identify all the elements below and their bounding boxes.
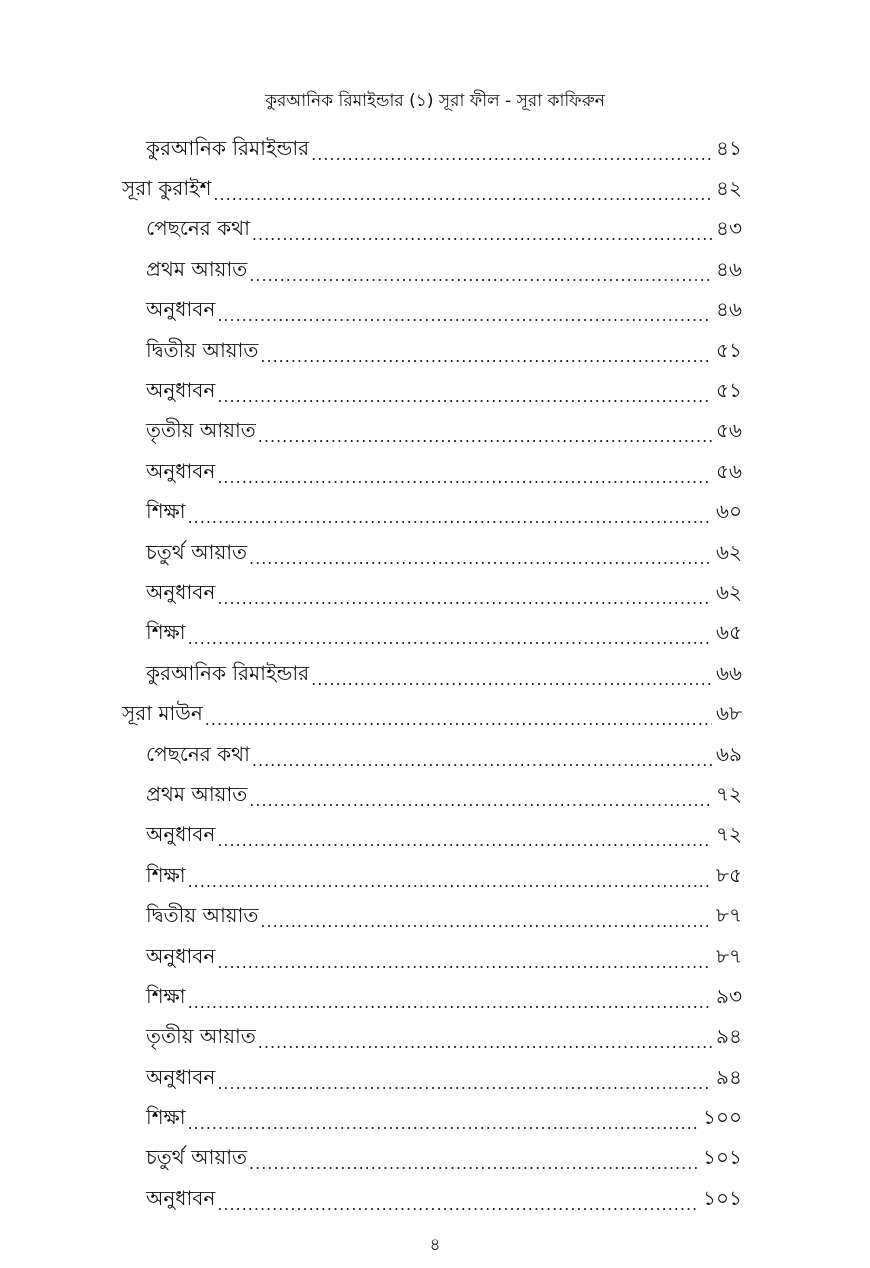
dot-leader [258, 1033, 712, 1052]
toc-entry-page: ৪৬ [716, 256, 742, 281]
dot-leader [217, 306, 712, 325]
toc-entry-title: প্রথম আয়াত [146, 781, 248, 806]
toc-entry-title: দ্বিতীয় আয়াত [146, 903, 259, 928]
toc-entry-title: অনুধাবন [146, 822, 216, 847]
toc-chapter-entry[interactable] [122, 695, 742, 735]
toc-entry-page: ৯৩ [716, 983, 742, 1008]
toc-section-entry[interactable] [146, 1099, 742, 1139]
dot-leader [249, 266, 712, 285]
toc-entry-page: ৫৬ [716, 458, 742, 483]
toc-entry-title: চতুর্থ আয়াত [146, 1145, 248, 1170]
toc-section-entry[interactable] [146, 292, 742, 332]
dot-leader [252, 751, 712, 770]
toc-entry-page: ৬৬ [715, 660, 742, 685]
toc-entry-title: অনুধাবন [146, 1185, 216, 1210]
toc-entry-page: ৭২ [715, 822, 742, 847]
toc-entry-title: শিক্ষা [146, 1105, 186, 1130]
toc-entry-page: ৮৭ [716, 903, 742, 928]
toc-section-entry[interactable] [146, 857, 742, 897]
toc-section-entry[interactable] [146, 534, 742, 574]
dot-leader [188, 1114, 699, 1133]
toc-entry-title: প্রথম আয়াত [146, 256, 248, 281]
toc-entry-title: পেছনের কথা [146, 741, 250, 766]
toc-entry-page: ৪১ [716, 135, 742, 160]
toc-entry-title: শিক্ষা [146, 983, 186, 1008]
toc-entry-page: ৪৩ [716, 216, 742, 241]
toc-entry-page: ৫১ [716, 337, 742, 362]
toc-entry-title: সূরা কুরাইশ [122, 176, 212, 201]
page-number: ৪ [429, 1235, 441, 1255]
toc-entry-page: ৮৭ [716, 943, 742, 968]
dot-leader [217, 953, 712, 972]
toc-section-entry[interactable] [146, 251, 742, 291]
toc-section-entry[interactable] [146, 574, 742, 614]
dot-leader [249, 791, 712, 810]
dot-leader [205, 710, 712, 729]
dot-leader [311, 670, 712, 689]
toc-chapter-entry[interactable] [122, 170, 742, 210]
toc-entry-title: দ্বিতীয় আয়াত [146, 337, 259, 362]
toc-entry-page: ৬৮ [716, 701, 742, 726]
dot-leader [188, 508, 712, 527]
toc-entry-page: ৬২ [715, 579, 742, 604]
toc-entry-title: কুরআনিক রিমাইন্ডার [146, 660, 310, 685]
toc-section-entry[interactable] [146, 453, 742, 493]
dot-leader [252, 225, 712, 244]
toc-entry-title: সূরা মাউন [122, 701, 203, 726]
toc-section-entry[interactable] [146, 211, 742, 251]
toc-section-entry[interactable] [146, 736, 742, 776]
dot-leader [188, 629, 712, 648]
dot-leader [249, 1154, 699, 1173]
toc-section-entry[interactable] [146, 817, 742, 857]
toc-entry-title: পেছনের কথা [146, 216, 250, 241]
toc-section-entry[interactable] [146, 494, 742, 534]
toc-entry-page: ৯৪ [716, 1024, 742, 1049]
toc-entry-title: অনুধাবন [146, 297, 216, 322]
toc-entry-title: চতুর্থ আয়াত [146, 539, 248, 564]
toc-section-entry[interactable] [146, 1059, 742, 1099]
toc-section-entry[interactable] [146, 655, 742, 695]
dot-leader [311, 145, 712, 164]
toc-entry-page: ১০১ [703, 1145, 742, 1170]
dot-leader [260, 912, 712, 931]
dot-leader [217, 468, 712, 487]
running-header: কুরআনিক রিমাইন্ডার (১) সূরা ফীল - সূরা কাফিরুন [265, 91, 605, 111]
dot-leader [217, 1195, 699, 1214]
toc-section-entry[interactable] [146, 897, 742, 937]
toc-entry-page: ৫১ [716, 378, 742, 403]
toc-entry-page: ৬২ [715, 539, 742, 564]
toc-section-entry[interactable] [146, 372, 742, 412]
toc-entry-title: অনুধাবন [146, 1064, 216, 1089]
dot-leader [213, 185, 712, 204]
toc-entry-page: ১০১ [703, 1185, 742, 1210]
toc-entry-title: তৃতীয় আয়াত [146, 1024, 256, 1049]
toc-entry-page: ৪২ [716, 176, 742, 201]
dot-leader [249, 549, 712, 568]
dot-leader [260, 347, 712, 366]
dot-leader [217, 1074, 712, 1093]
toc-section-entry[interactable] [146, 413, 742, 453]
dot-leader [188, 993, 712, 1012]
toc-entry-title: অনুধাবন [146, 943, 216, 968]
dot-leader [217, 387, 712, 406]
toc-section-entry[interactable] [146, 1140, 742, 1180]
toc-entry-title: শিক্ষা [146, 862, 186, 887]
toc-entry-page: ৬০ [715, 499, 742, 524]
toc-section-entry[interactable] [146, 332, 742, 372]
toc-entry-title: তৃতীয় আয়াত [146, 418, 256, 443]
toc-entry-title: অনুধাবন [146, 579, 216, 604]
toc-entry-title: শিক্ষা [146, 620, 186, 645]
toc-entry-title: কুরআনিক রিমাইন্ডার [146, 135, 310, 160]
toc-section-entry[interactable] [146, 1180, 742, 1220]
toc-section-entry[interactable] [146, 1019, 742, 1059]
toc-section-entry[interactable] [146, 615, 742, 655]
toc-entry-page: ৬৯ [716, 741, 742, 766]
dot-leader [217, 831, 712, 850]
dot-leader [217, 589, 712, 608]
toc-entry-page: ৭২ [715, 781, 742, 806]
toc-section-entry[interactable] [146, 130, 742, 170]
toc-entry-page: ৫৬ [716, 418, 742, 443]
toc-entry-page: ৬৫ [716, 620, 742, 645]
toc-entry-title: শিক্ষা [146, 499, 186, 524]
toc-section-entry[interactable] [146, 978, 742, 1018]
toc-entry-title: অনুধাবন [146, 458, 216, 483]
dot-leader [188, 872, 712, 891]
toc-section-entry[interactable] [146, 938, 742, 978]
table-of-contents [0, 130, 870, 1221]
toc-entry-page: ৯৪ [716, 1064, 742, 1089]
toc-entry-title: অনুধাবন [146, 378, 216, 403]
dot-leader [258, 427, 712, 446]
toc-entry-page: ৪৬ [716, 297, 742, 322]
toc-entry-page: ১০০ [703, 1105, 742, 1130]
toc-entry-page: ৮৫ [716, 862, 742, 887]
toc-section-entry[interactable] [146, 776, 742, 816]
